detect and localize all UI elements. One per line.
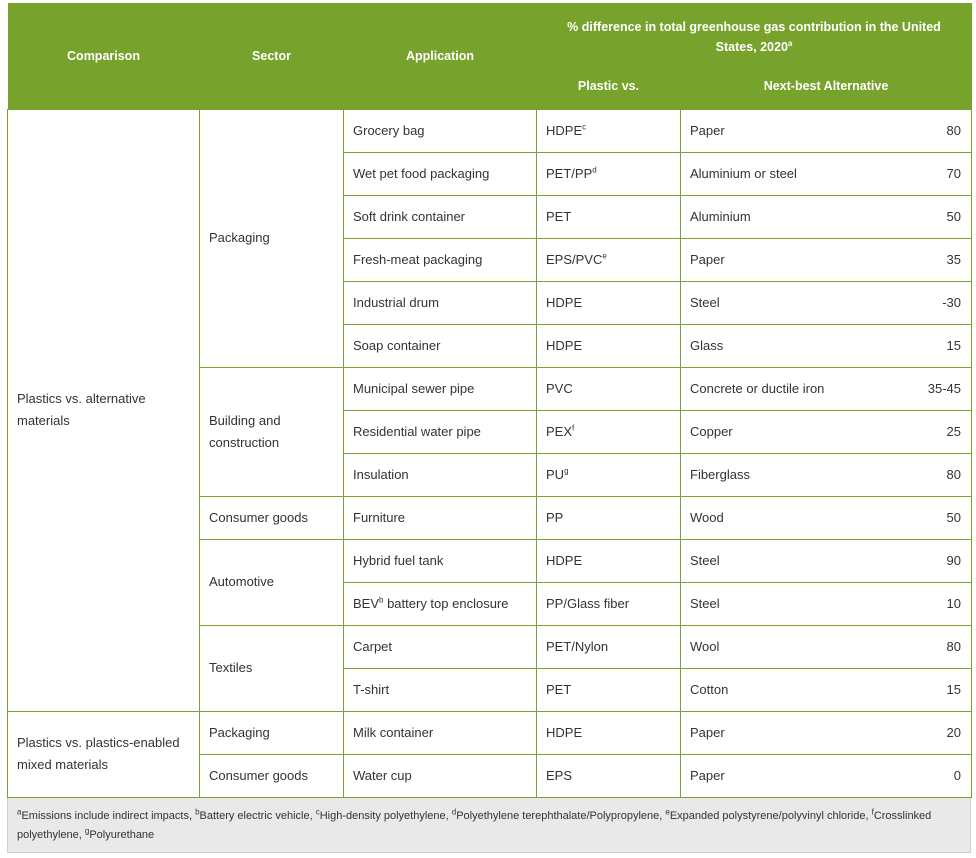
alternative-text: Steel (690, 294, 720, 310)
plastic-sup: c (582, 122, 587, 132)
plastic-sup: f (572, 423, 575, 433)
footnote-sup: b (195, 806, 200, 816)
plastic-text: PVC (546, 380, 573, 396)
alternative-text: Aluminium (690, 208, 751, 224)
header-group-title (537, 3, 972, 63)
difference-value: 80 (946, 466, 961, 482)
application-cell (344, 711, 537, 754)
application-text: BEV (353, 595, 380, 611)
application-cell (344, 152, 537, 195)
alternative-text: Paper (690, 724, 725, 740)
alternative-cell (681, 367, 972, 410)
application-text: Wet pet food packaging (353, 165, 490, 181)
plastic-text: PET/PP (546, 165, 593, 181)
application-text: Residential water pipe (353, 423, 481, 439)
application-cell (344, 754, 537, 797)
difference-value: 90 (946, 552, 961, 568)
alternative-text: Copper (690, 423, 733, 439)
plastic-text: PET (546, 681, 572, 697)
comparison-cell: Plastics vs. alternative materials (8, 109, 200, 711)
plastic-text: HDPE (546, 552, 583, 568)
alternative-cell (681, 109, 972, 152)
application-text: Hybrid fuel tank (353, 552, 444, 568)
plastic-text: PP/Glass fiber (546, 595, 630, 611)
plastic-text: HDPE (546, 337, 583, 353)
footnote-text: Crosslinked polyethylene, (17, 809, 932, 841)
header-next-best: Next-best Alternative (681, 63, 972, 109)
footnote-text: Polyurethane (89, 828, 155, 841)
application-text: Insulation (353, 466, 409, 482)
plastic-cell (537, 410, 681, 453)
application-text-rest: battery top enclosure (383, 595, 509, 611)
application-text: Carpet (353, 638, 393, 654)
application-text: Milk container (353, 724, 434, 740)
application-cell (344, 238, 537, 281)
alternative-text: Paper (690, 767, 725, 783)
alternative-text: Aluminium or steel (690, 165, 797, 181)
sector-cell: Building and construction (200, 367, 344, 496)
application-cell (344, 324, 537, 367)
table-footnotes (7, 798, 971, 853)
plastic-cell (537, 195, 681, 238)
application-text: Furniture (353, 509, 406, 525)
header-application: Application (344, 3, 537, 109)
sector-cell: Packaging (200, 109, 344, 367)
application-text: Municipal sewer pipe (353, 380, 475, 396)
footnote-sup: a (17, 806, 22, 816)
sector-cell: Packaging (200, 711, 344, 754)
difference-value: 70 (946, 165, 961, 181)
table-header (8, 3, 972, 109)
difference-value: 35-45 (927, 380, 961, 396)
plastic-cell (537, 668, 681, 711)
difference-value: 50 (946, 509, 961, 525)
difference-value: 10 (946, 595, 961, 611)
plastic-cell (537, 109, 681, 152)
plastic-cell (537, 539, 681, 582)
difference-value: 0 (953, 767, 961, 783)
plastic-text: EPS/PVC (546, 251, 603, 267)
plastic-text: HDPE (546, 724, 583, 740)
alternative-text: Wood (690, 509, 724, 525)
footnote-text: Battery electric vehicle, (199, 809, 316, 822)
application-cell (344, 281, 537, 324)
plastic-text: PU (546, 466, 565, 482)
plastic-cell (537, 453, 681, 496)
footnote-sup: e (665, 806, 670, 816)
application-cell (344, 367, 537, 410)
alternative-cell (681, 195, 972, 238)
header-group-sup: a (787, 38, 793, 48)
plastic-text: HDPE (546, 122, 583, 138)
plastic-cell (537, 754, 681, 797)
table-body (8, 109, 972, 797)
footnote-text: High-density polyethylene, (319, 809, 452, 822)
ghg-comparison-table (7, 3, 972, 798)
alternative-cell (681, 453, 972, 496)
alternative-text: Steel (690, 552, 720, 568)
plastic-cell (537, 582, 681, 625)
plastic-text: EPS (546, 767, 573, 783)
application-text: Soft drink container (353, 208, 466, 224)
alternative-cell (681, 711, 972, 754)
header-sector: Sector (200, 3, 344, 109)
application-cell (344, 109, 537, 152)
plastic-sup: d (592, 165, 597, 175)
sector-cell: Consumer goods (200, 496, 344, 539)
plastic-sup: g (564, 466, 569, 476)
plastic-text: PEX (546, 423, 573, 439)
plastic-sup: e (602, 251, 607, 261)
application-text: Soap container (353, 337, 441, 353)
application-cell (344, 195, 537, 238)
alternative-text: Paper (690, 122, 725, 138)
alternative-cell (681, 582, 972, 625)
sector-cell: Consumer goods (200, 754, 344, 797)
difference-value: 35 (946, 251, 961, 267)
alternative-cell (681, 668, 972, 711)
alternative-cell (681, 625, 972, 668)
application-text: Water cup (353, 767, 412, 783)
application-cell (344, 496, 537, 539)
difference-value: 50 (946, 208, 961, 224)
application-cell (344, 453, 537, 496)
alternative-text: Glass (690, 337, 724, 353)
plastic-cell (537, 625, 681, 668)
application-text: T-shirt (353, 681, 390, 697)
alternative-text: Fiberglass (690, 466, 750, 482)
footnote-text: Expanded polystyrene/polyvinyl chloride, (669, 809, 872, 822)
plastic-text: PET (546, 208, 572, 224)
plastic-cell (537, 711, 681, 754)
sector-cell: Automotive (200, 539, 344, 625)
plastic-cell (537, 238, 681, 281)
footnote-sup: d (451, 806, 457, 816)
alternative-text: Wool (690, 638, 720, 654)
application-cell (344, 539, 537, 582)
table-row (8, 711, 972, 754)
alternative-cell (681, 238, 972, 281)
footnote-sup: c (315, 806, 320, 816)
alternative-cell (681, 324, 972, 367)
difference-value: 20 (946, 724, 961, 740)
alternative-cell (681, 496, 972, 539)
header-plastic-vs: Plastic vs. (537, 63, 681, 109)
application-cell (344, 668, 537, 711)
application-text: Fresh-meat packaging (353, 251, 483, 267)
difference-value: 80 (946, 638, 961, 654)
application-sup: b (379, 595, 384, 605)
alternative-cell (681, 281, 972, 324)
footnote-text: Polyethylene terephthalate/Polypropylene, (456, 809, 666, 822)
sector-cell: Textiles (200, 625, 344, 711)
difference-value: 15 (946, 681, 961, 697)
plastic-cell (537, 152, 681, 195)
plastic-text: PP (546, 509, 564, 525)
footnote-text: Emissions include indirect impacts, (21, 809, 196, 822)
alternative-text: Steel (690, 595, 720, 611)
plastic-cell (537, 496, 681, 539)
footnote-sup: f (871, 806, 874, 816)
alternative-cell (681, 539, 972, 582)
application-text: Grocery bag (353, 122, 425, 138)
application-cell (344, 410, 537, 453)
alternative-text: Paper (690, 251, 725, 267)
application-cell (344, 625, 537, 668)
alternative-text: Cotton (690, 681, 729, 697)
footnote-sup: g (84, 825, 90, 835)
header-comparison: Comparison (8, 3, 200, 109)
plastic-cell (537, 367, 681, 410)
difference-value: -30 (942, 294, 961, 310)
difference-value: 15 (946, 337, 961, 353)
plastic-text: HDPE (546, 294, 583, 310)
comparison-cell: Plastics vs. plastics-enabled mixed materials (8, 711, 200, 797)
alternative-cell (681, 152, 972, 195)
alternative-cell (681, 410, 972, 453)
plastic-text: PET/Nylon (546, 638, 609, 654)
application-cell (344, 582, 537, 625)
difference-value: 80 (946, 122, 961, 138)
alternative-cell (681, 754, 972, 797)
plastic-cell (537, 281, 681, 324)
ghg-comparison-table-container (7, 3, 971, 853)
application-text: Industrial drum (353, 294, 439, 310)
table-row (8, 109, 972, 152)
alternative-text: Concrete or ductile iron (690, 380, 825, 396)
plastic-cell (537, 324, 681, 367)
difference-value: 25 (946, 423, 961, 439)
header-group-title-text: % difference in total greenhouse gas contribution in the United States, 2020 (567, 20, 941, 54)
